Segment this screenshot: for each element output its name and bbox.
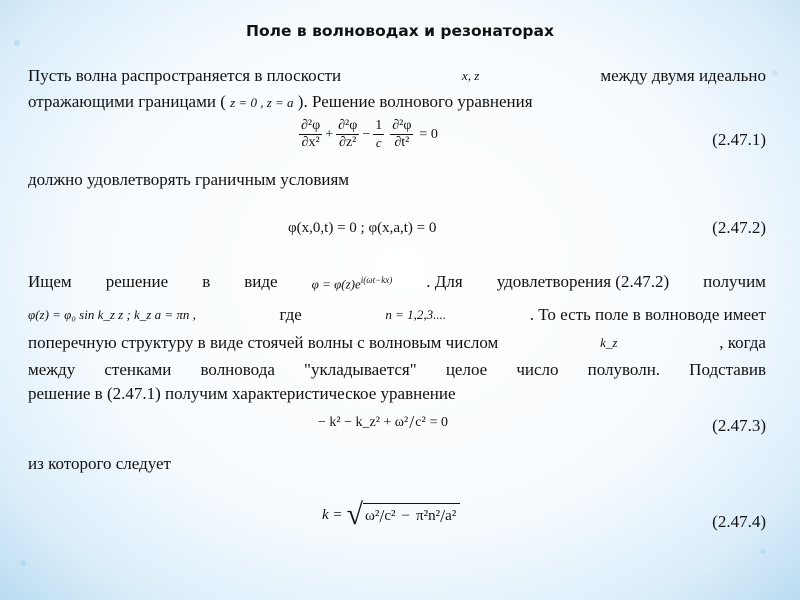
sqrt-sign: √	[346, 498, 363, 531]
math-standing-wave: φ(z) = φ₀ sin k_z z ; k_z a = πn ,	[28, 307, 196, 322]
page-title: Поле в волноводах и резонаторах	[246, 22, 554, 40]
equation-2-47-1: $\frac{\text{∂²φ}}{\text{∂x²}}$ + $\frac{\text{∂²φ}}{\text{∂z²}}$ − $\frac{1}{c}$ $\frac{\text{∂²φ}}{\text{∂t²}}$ = 0	[301, 118, 438, 150]
math-kz: k_z	[600, 335, 618, 350]
background-sparkle	[14, 40, 20, 46]
para2-line3: поперечную структуру в виде стоячей волны с волновым числом k_z , когда	[28, 331, 766, 355]
para1-line1: Пусть волна распространяется в плоскости x, z между двумя идеально	[28, 64, 766, 88]
math-boundaries: z = 0 , z = a	[230, 95, 294, 110]
math-solution-form: $\varphi = \varphi(z)e^{i(\omega t-kx)}$	[311, 274, 393, 292]
para2-line4: между стенками волновода "укладывается" целое число полуволн. Подставив	[28, 360, 766, 379]
equation-number: (2.47.1)	[712, 130, 766, 149]
equation-number: (2.47.4)	[712, 512, 766, 531]
boundary-text: должно удовлетворять граничным условиям	[28, 170, 350, 189]
equation-number: (2.47.2)	[712, 218, 766, 237]
equation-2-47-4: k = √ ω² / c² − π²n² / a²	[322, 500, 460, 530]
background-sparkle	[760, 548, 766, 554]
para1-line2: отражающими границами ( z = 0 , z = a ). Решение волнового уравнения	[28, 92, 533, 111]
equation-2-47-2: φ(x,0,t) = 0 ; φ(x,a,t) = 0	[288, 220, 437, 236]
para2-line5: решение в (2.47.1) получим характеристическое уравнение	[28, 384, 456, 403]
sqrt-radicand: ω² / c² − π²n² / a²	[363, 503, 460, 527]
equation-2-47-3: − k² − k_z² + ω² / c² = 0	[318, 412, 449, 432]
para2-line2: φ(z) = φ₀ sin k_z z ; k_z a = πn , где n = 1,2,3.... . То есть поле в волноводе имеет	[28, 303, 766, 327]
equation-number: (2.47.3)	[712, 416, 766, 435]
math-xz: x, z	[462, 68, 480, 83]
follows-text: из которого следует	[28, 454, 171, 473]
para2-line1: Ищем решение в виде $\varphi = \varphi(z)e^{i(\omega t-kx)}$ . Для удовлетворения (2.47.2) получим	[28, 270, 766, 294]
math-n-values: n = 1,2,3....	[385, 307, 447, 322]
background-sparkle	[772, 70, 778, 76]
background-sparkle	[20, 560, 26, 566]
